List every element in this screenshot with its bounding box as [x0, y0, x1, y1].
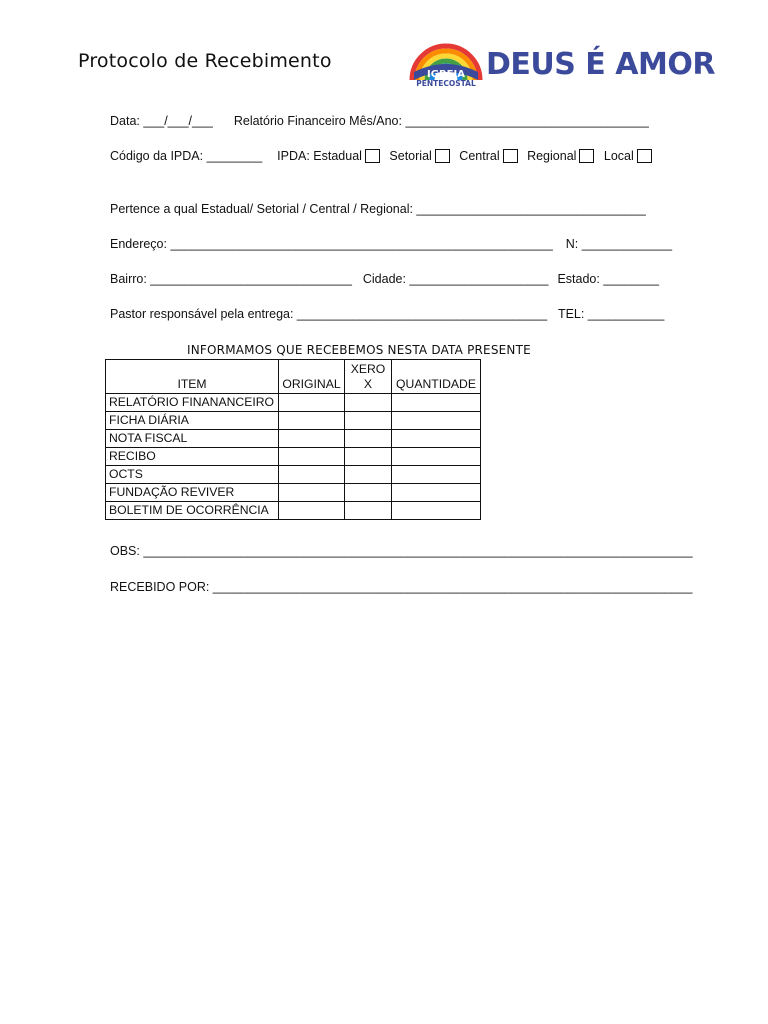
- cell-quantidade[interactable]: [392, 430, 481, 448]
- cell-quantidade[interactable]: [392, 448, 481, 466]
- table-row: [106, 484, 481, 502]
- header-original: ORIGINAL: [279, 360, 345, 394]
- bairro-field[interactable]: Bairro: _____________________________: [110, 272, 352, 286]
- cell-original[interactable]: [279, 394, 345, 412]
- tel-field[interactable]: TEL: ___________: [557, 307, 665, 321]
- cell-original[interactable]: [279, 502, 345, 520]
- row-item: BOLETIM DE OCORRÊNCIA: [106, 502, 279, 520]
- form-line-pastor: [110, 307, 664, 321]
- estadual-checkbox[interactable]: [365, 149, 380, 163]
- header-xerox: [345, 360, 392, 394]
- page-title: Protocolo de Recebimento: [78, 50, 332, 72]
- church-logo: [408, 36, 718, 88]
- cell-xerox[interactable]: [345, 484, 392, 502]
- cell-xerox[interactable]: [345, 466, 392, 484]
- cell-xerox[interactable]: [345, 502, 392, 520]
- regional-checkbox[interactable]: [579, 149, 594, 163]
- cell-xerox[interactable]: [345, 430, 392, 448]
- cell-original[interactable]: [279, 484, 345, 502]
- row-item: FICHA DIÁRIA: [106, 412, 279, 430]
- cell-xerox[interactable]: [345, 394, 392, 412]
- central-label: Central: [459, 149, 500, 163]
- table-row: [106, 502, 481, 520]
- cell-quantidade[interactable]: [392, 394, 481, 412]
- table-row: [106, 394, 481, 412]
- table-row: [106, 448, 481, 466]
- cell-original[interactable]: [279, 430, 345, 448]
- ipda-estadual-label: IPDA: Estadual: [277, 149, 362, 163]
- obs-field[interactable]: OBS: _______________________________________________________________________________: [110, 544, 693, 558]
- cell-quantidade[interactable]: [392, 484, 481, 502]
- cell-quantidade[interactable]: [392, 412, 481, 430]
- row-item: RECIBO: [106, 448, 279, 466]
- date-field[interactable]: Data: ___/___/___: [110, 114, 213, 128]
- form-line-endereco: [110, 237, 672, 251]
- table-row: [106, 430, 481, 448]
- cell-quantidade[interactable]: [392, 466, 481, 484]
- relatorio-field[interactable]: Relatório Financeiro Mês/Ano: ___________________________________: [233, 114, 649, 128]
- central-checkbox[interactable]: [503, 149, 518, 163]
- header-quantidade: QUANTIDADE: [392, 360, 481, 394]
- cidade-field[interactable]: Cidade: ____________________: [362, 272, 549, 286]
- table-row: [106, 466, 481, 484]
- setorial-checkbox[interactable]: [435, 149, 450, 163]
- form-line-ipda: [110, 149, 658, 163]
- row-item: FUNDAÇÃO REVIVER: [106, 484, 279, 502]
- estado-field[interactable]: Estado: ________: [557, 272, 659, 286]
- row-item: NOTA FISCAL: [106, 430, 279, 448]
- local-label: Local: [603, 149, 634, 163]
- table-row: [106, 412, 481, 430]
- form-line-bairro: [110, 272, 659, 286]
- cell-quantidade[interactable]: [392, 502, 481, 520]
- logo-brand-text: DEUS É AMOR: [486, 47, 715, 82]
- table-caption: INFORMAMOS QUE RECEBEMOS NESTA DATA PRESENTE: [187, 343, 531, 357]
- cell-xerox[interactable]: [345, 412, 392, 430]
- pastor-field[interactable]: Pastor responsável pela entrega: ____________________________________: [110, 307, 548, 321]
- setorial-label: Setorial: [389, 149, 432, 163]
- cell-original[interactable]: [279, 466, 345, 484]
- endereco-field[interactable]: Endereço: _______________________________________________________: [110, 237, 553, 251]
- logo-sub-text: PENTECOSTAL: [416, 79, 476, 88]
- codigo-field[interactable]: Código da IPDA: ________: [110, 149, 263, 163]
- cell-original[interactable]: [279, 448, 345, 466]
- row-item: RELATÓRIO FINANANCEIRO: [106, 394, 279, 412]
- local-checkbox[interactable]: [637, 149, 652, 163]
- header-item: ITEM: [106, 360, 279, 394]
- regional-label: Regional: [527, 149, 577, 163]
- recebido-field[interactable]: RECEBIDO POR: _____________________________________________________________________: [110, 580, 693, 594]
- logo-arc-text: IGREJA: [427, 69, 465, 80]
- table-header-row: [106, 360, 481, 394]
- row-item: OCTS: [106, 466, 279, 484]
- numero-field[interactable]: N: _____________: [565, 237, 673, 251]
- pertence-field[interactable]: Pertence a qual Estadual/ Setorial / Central / Regional: _________________________________: [110, 202, 646, 216]
- cell-original[interactable]: [279, 412, 345, 430]
- form-line-date: [110, 114, 649, 128]
- cell-xerox[interactable]: [345, 448, 392, 466]
- receipt-table: [105, 359, 481, 520]
- header-xerox-top: XERO: [350, 362, 386, 376]
- header-xerox-bottom: X: [363, 377, 373, 391]
